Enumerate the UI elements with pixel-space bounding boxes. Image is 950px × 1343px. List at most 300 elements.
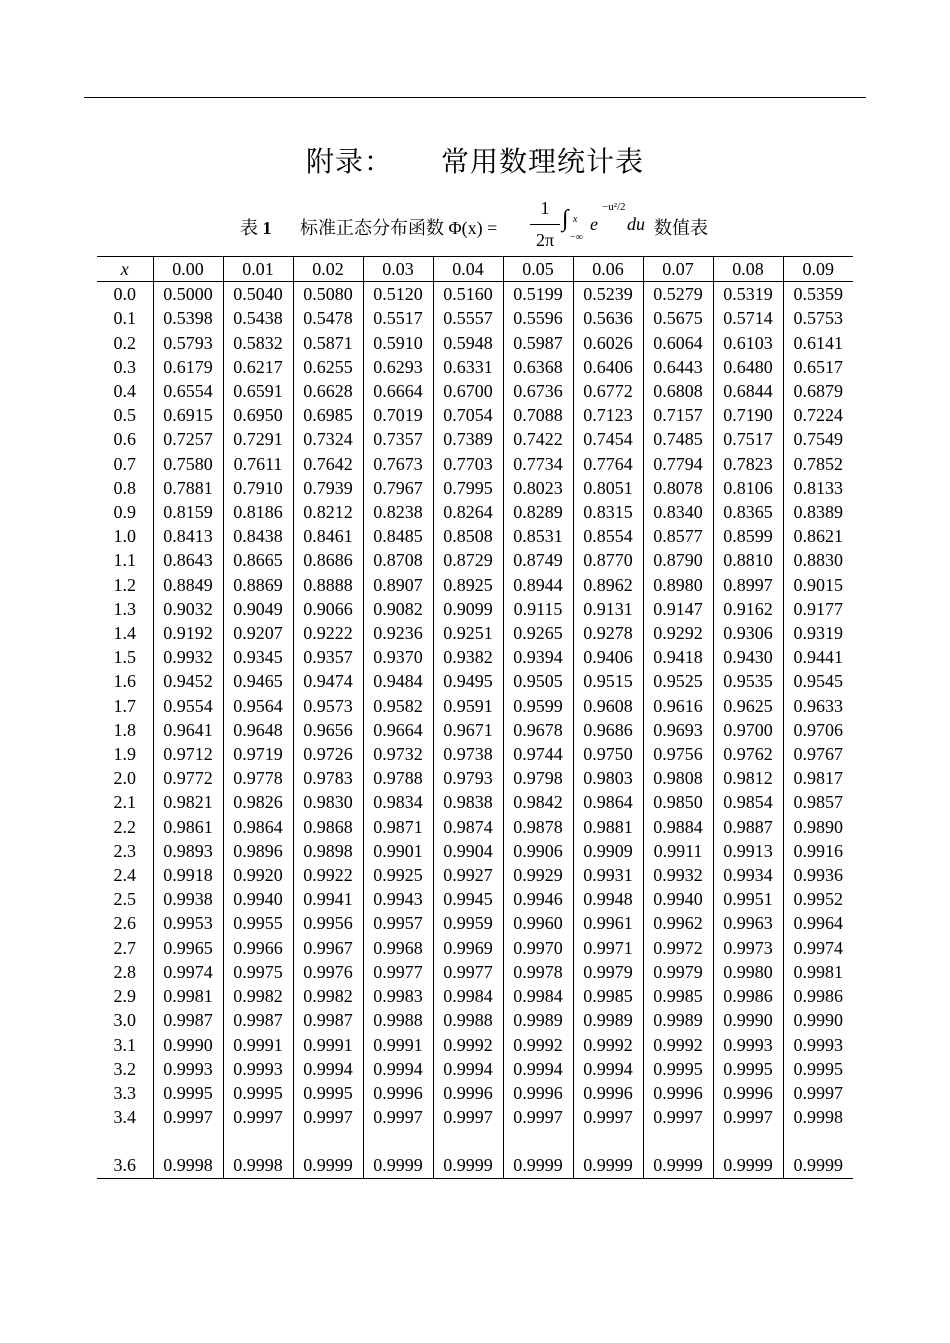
- integral-lower-limit: −∞: [570, 232, 583, 243]
- integral-upper-limit: x: [573, 214, 578, 225]
- header-cell: 0.02: [293, 257, 363, 282]
- table-cell: 0.9932: [643, 863, 713, 887]
- table-cell: 0.9975: [223, 960, 293, 984]
- table-cell: [713, 1129, 783, 1153]
- table-cell: 0.9996: [503, 1081, 573, 1105]
- table-cell: 0.5000: [153, 282, 223, 307]
- table-cell: 0.9987: [153, 1008, 223, 1032]
- table-cell: 0.8264: [433, 500, 503, 524]
- table-cell: 0.9997: [153, 1105, 223, 1129]
- row-x-value: [97, 1129, 153, 1153]
- table-cell: 0.8340: [643, 500, 713, 524]
- table-cell: 0.7389: [433, 427, 503, 451]
- table-row: [97, 282, 853, 307]
- table-cell: 0.9997: [363, 1105, 433, 1129]
- table-cell: 0.8708: [363, 548, 433, 572]
- table-cell: 0.9744: [503, 742, 573, 766]
- table-cell: 0.9762: [713, 742, 783, 766]
- table-cell: 0.9977: [363, 960, 433, 984]
- table-cell: 0.5832: [223, 331, 293, 355]
- table-cell: 0.9712: [153, 742, 223, 766]
- fraction-denominator: 2π: [535, 230, 555, 250]
- table-cell: 0.9515: [573, 669, 643, 693]
- table-cell: 0.9671: [433, 718, 503, 742]
- table-cell: 0.8770: [573, 548, 643, 572]
- table-caption: [0, 196, 950, 252]
- table-row: [97, 1129, 853, 1153]
- table-cell: 0.6808: [643, 379, 713, 403]
- table-cell: 0.6628: [293, 379, 363, 403]
- row-x-value: 1.5: [113, 647, 136, 668]
- table-cell: 0.7764: [573, 452, 643, 476]
- table-cell: 0.9838: [433, 790, 503, 814]
- table-cell: 0.9370: [363, 645, 433, 669]
- row-x-value: 2.8: [113, 961, 136, 982]
- table-cell: 0.6443: [643, 355, 713, 379]
- table-cell: 0.9864: [223, 815, 293, 839]
- table-cell: 0.9772: [153, 766, 223, 790]
- table-row: [97, 645, 853, 669]
- table-cell: 0.9976: [293, 960, 363, 984]
- table-cell: 0.6406: [573, 355, 643, 379]
- table-cell: 0.9961: [573, 911, 643, 935]
- table-cell: 0.9834: [363, 790, 433, 814]
- table-cell: 0.9992: [433, 1033, 503, 1057]
- table-row: [97, 669, 853, 693]
- table-cell: 0.9995: [643, 1057, 713, 1081]
- table-cell: 0.9452: [153, 669, 223, 693]
- table-cell: 0.9992: [503, 1033, 573, 1057]
- table-cell: 0.7549: [783, 427, 853, 451]
- table-cell: 0.9940: [643, 887, 713, 911]
- table-cell: 0.9983: [363, 984, 433, 1008]
- row-x-value: 0.9: [113, 502, 136, 523]
- table-cell: [433, 1129, 503, 1153]
- row-x-value: 0.0: [113, 284, 136, 305]
- table-cell: 0.9418: [643, 645, 713, 669]
- table-cell: 0.8962: [573, 573, 643, 597]
- table-cell: 0.5557: [433, 306, 503, 330]
- row-x-value: 2.6: [113, 913, 136, 934]
- table-cell: 0.9979: [573, 960, 643, 984]
- table-cell: 0.9997: [713, 1105, 783, 1129]
- table-row: [97, 403, 853, 427]
- table-cell: 0.9525: [643, 669, 713, 693]
- table-cell: 0.9821: [153, 790, 223, 814]
- table-cell: 0.8997: [713, 573, 783, 597]
- integral-sign: ∫: [562, 206, 569, 232]
- table-cell: 0.9973: [713, 936, 783, 960]
- table-cell: 0.9495: [433, 669, 503, 693]
- table-cell: 0.8389: [783, 500, 853, 524]
- table-cell: 0.9306: [713, 621, 783, 645]
- normal-distribution-table: [97, 256, 853, 1179]
- table-cell: 0.6772: [573, 379, 643, 403]
- table-cell: 0.8315: [573, 500, 643, 524]
- table-cell: 0.9236: [363, 621, 433, 645]
- table-cell: 0.9719: [223, 742, 293, 766]
- differential: du: [627, 214, 645, 234]
- table-cell: 0.9993: [713, 1033, 783, 1057]
- table-cell: 0.5279: [643, 282, 713, 307]
- table-cell: 0.7673: [363, 452, 433, 476]
- table-cell: 0.8749: [503, 548, 573, 572]
- row-x-value: 2.2: [113, 816, 136, 837]
- table-cell: 0.9995: [153, 1081, 223, 1105]
- table-cell: 0.8643: [153, 548, 223, 572]
- table-cell: 0.9693: [643, 718, 713, 742]
- table-cell: 0.9999: [713, 1153, 783, 1178]
- table-row: [97, 766, 853, 790]
- table-cell: 0.9842: [503, 790, 573, 814]
- table-cell: 0.9625: [713, 694, 783, 718]
- table-cell: 0.9974: [153, 960, 223, 984]
- table-cell: 0.9893: [153, 839, 223, 863]
- table-cell: 0.9995: [223, 1081, 293, 1105]
- table-cell: 0.9826: [223, 790, 293, 814]
- row-x-value: 3.3: [113, 1082, 136, 1103]
- table-cell: 0.9648: [223, 718, 293, 742]
- table-cell: 0.9382: [433, 645, 503, 669]
- table-cell: 0.9934: [713, 863, 783, 887]
- table-cell: 0.9345: [223, 645, 293, 669]
- table-cell: 0.8531: [503, 524, 573, 548]
- table-cell: 0.9278: [573, 621, 643, 645]
- table-cell: 0.5080: [293, 282, 363, 307]
- table-cell: 0.9573: [293, 694, 363, 718]
- table-cell: 0.9357: [293, 645, 363, 669]
- table-cell: 0.9978: [503, 960, 573, 984]
- table-cell: 0.6103: [713, 331, 783, 355]
- table-cell: 0.9971: [573, 936, 643, 960]
- table-cell: 0.7734: [503, 452, 573, 476]
- table-cell: 0.7794: [643, 452, 713, 476]
- table-cell: 0.9982: [223, 984, 293, 1008]
- table-cell: 0.9884: [643, 815, 713, 839]
- caption-label-prefix: 表: [240, 218, 258, 238]
- table-cell: 0.9992: [643, 1033, 713, 1057]
- row-x-value: 3.2: [113, 1058, 136, 1079]
- table-cell: 0.9788: [363, 766, 433, 790]
- table-cell: 0.9916: [783, 839, 853, 863]
- table-cell: 0.9952: [783, 887, 853, 911]
- table-cell: 0.7910: [223, 476, 293, 500]
- row-x-value: 2.9: [113, 986, 136, 1007]
- table-cell: 0.9319: [783, 621, 853, 645]
- table-cell: 0.9986: [783, 984, 853, 1008]
- table-cell: 0.8621: [783, 524, 853, 548]
- table-cell: 0.9972: [643, 936, 713, 960]
- table-cell: 0.9861: [153, 815, 223, 839]
- table-cell: 0.9066: [293, 597, 363, 621]
- table-cell: 0.9927: [433, 863, 503, 887]
- table-cell: 0.9941: [293, 887, 363, 911]
- table-cell: 0.7088: [503, 403, 573, 427]
- table-cell: 0.9484: [363, 669, 433, 693]
- table-cell: 0.9616: [643, 694, 713, 718]
- table-cell: 0.6664: [363, 379, 433, 403]
- table-cell: 0.9990: [153, 1033, 223, 1057]
- table-cell: 0.6368: [503, 355, 573, 379]
- table-cell: 0.8849: [153, 573, 223, 597]
- table-cell: 0.5239: [573, 282, 643, 307]
- table-cell: 0.9989: [503, 1008, 573, 1032]
- table-cell: 0.9545: [783, 669, 853, 693]
- table-cell: 0.9996: [363, 1081, 433, 1105]
- table-cell: 0.9505: [503, 669, 573, 693]
- table-cell: 0.9564: [223, 694, 293, 718]
- table-cell: 0.9554: [153, 694, 223, 718]
- row-x-value: 2.7: [113, 937, 136, 958]
- exponential-base: e: [590, 214, 598, 234]
- table-cell: 0.8438: [223, 524, 293, 548]
- table-cell: 0.7823: [713, 452, 783, 476]
- table-cell: [783, 1129, 853, 1153]
- table-cell: 0.5359: [783, 282, 853, 307]
- table-cell: 0.5793: [153, 331, 223, 355]
- table-cell: 0.7123: [573, 403, 643, 427]
- table-cell: 0.9995: [713, 1057, 783, 1081]
- table-cell: 0.9887: [713, 815, 783, 839]
- table-cell: 0.9878: [503, 815, 573, 839]
- table-cell: 0.9115: [503, 597, 573, 621]
- table-cell: [573, 1129, 643, 1153]
- table-cell: 0.9997: [433, 1105, 503, 1129]
- row-x-value: 0.8: [113, 477, 136, 498]
- table-row: [97, 573, 853, 597]
- table-cell: 0.8907: [363, 573, 433, 597]
- table-cell: 0.9985: [643, 984, 713, 1008]
- row-x-value: 0.6: [113, 429, 136, 450]
- table-row: [97, 936, 853, 960]
- header-cell: 0.01: [223, 257, 293, 282]
- row-x-value: 2.5: [113, 889, 136, 910]
- table-cell: 0.9925: [363, 863, 433, 887]
- table-cell: 0.8554: [573, 524, 643, 548]
- table-cell: 0.5478: [293, 306, 363, 330]
- table-cell: 0.9953: [153, 911, 223, 935]
- row-x-value: 1.4: [113, 623, 136, 644]
- table-cell: 0.9738: [433, 742, 503, 766]
- table-cell: 0.8599: [713, 524, 783, 548]
- table-cell: 0.6879: [783, 379, 853, 403]
- table-cell: 0.9222: [293, 621, 363, 645]
- table-cell: 0.8051: [573, 476, 643, 500]
- table-cell: 0.8106: [713, 476, 783, 500]
- table-cell: 0.9990: [783, 1008, 853, 1032]
- table-row: [97, 548, 853, 572]
- table-cell: 0.9974: [783, 936, 853, 960]
- table-cell: 0.9778: [223, 766, 293, 790]
- table-cell: 0.8133: [783, 476, 853, 500]
- table-cell: 0.9996: [573, 1081, 643, 1105]
- row-x-value: 1.9: [113, 744, 136, 765]
- table-cell: 0.9997: [643, 1105, 713, 1129]
- table-cell: 0.9854: [713, 790, 783, 814]
- table-cell: 0.5636: [573, 306, 643, 330]
- table-row: [97, 887, 853, 911]
- table-cell: 0.9985: [573, 984, 643, 1008]
- table-cell: 0.9406: [573, 645, 643, 669]
- table-cell: 0.8289: [503, 500, 573, 524]
- header-cell: 0.07: [643, 257, 713, 282]
- row-x-value: 2.3: [113, 840, 136, 861]
- table-cell: 0.9999: [503, 1153, 573, 1178]
- table-cell: 0.9920: [223, 863, 293, 887]
- table-cell: 0.6591: [223, 379, 293, 403]
- table-cell: 0.5517: [363, 306, 433, 330]
- table-row: [97, 500, 853, 524]
- table-cell: 0.7422: [503, 427, 573, 451]
- exponential-power: −u²/2: [602, 201, 626, 213]
- row-x-value: 0.7: [113, 453, 136, 474]
- table-cell: 0.6915: [153, 403, 223, 427]
- table-cell: 0.9999: [783, 1153, 853, 1178]
- table-cell: 0.9868: [293, 815, 363, 839]
- table-cell: 0.9936: [783, 863, 853, 887]
- table-row: [97, 1057, 853, 1081]
- table-cell: 0.9901: [363, 839, 433, 863]
- table-cell: 0.7967: [363, 476, 433, 500]
- row-x-value: 1.8: [113, 719, 136, 740]
- table-cell: 0.9998: [153, 1153, 223, 1178]
- table-cell: 0.9997: [223, 1105, 293, 1129]
- table-cell: 0.8485: [363, 524, 433, 548]
- table-cell: 0.8186: [223, 500, 293, 524]
- table-cell: 0.9830: [293, 790, 363, 814]
- table-cell: 0.9998: [223, 1153, 293, 1178]
- table-cell: 0.9874: [433, 815, 503, 839]
- table-cell: 0.9906: [503, 839, 573, 863]
- table-cell: 0.7190: [713, 403, 783, 427]
- table-cell: 0.9700: [713, 718, 783, 742]
- table-row: [97, 960, 853, 984]
- table-row: [97, 427, 853, 451]
- table-row: [97, 1105, 853, 1129]
- table-cell: 0.9955: [223, 911, 293, 935]
- header-cell: 0.04: [433, 257, 503, 282]
- table-cell: 0.9793: [433, 766, 503, 790]
- row-x-value: 2.4: [113, 865, 136, 886]
- table-cell: 0.9441: [783, 645, 853, 669]
- table-cell: 0.9871: [363, 815, 433, 839]
- table-cell: 0.7881: [153, 476, 223, 500]
- table-cell: 0.9979: [643, 960, 713, 984]
- table-cell: 0.9982: [293, 984, 363, 1008]
- table-cell: 0.8925: [433, 573, 503, 597]
- table-cell: 0.6844: [713, 379, 783, 403]
- table-cell: 0.9678: [503, 718, 573, 742]
- table-cell: 0.6736: [503, 379, 573, 403]
- table-cell: 0.9997: [573, 1105, 643, 1129]
- row-x-value: 0.4: [113, 381, 136, 402]
- caption-formula: [430, 196, 730, 252]
- table-cell: 0.9993: [783, 1033, 853, 1057]
- table-cell: 0.9922: [293, 863, 363, 887]
- header-cell: 0.03: [363, 257, 433, 282]
- table-cell: 0.7517: [713, 427, 783, 451]
- header-rule: [84, 97, 866, 98]
- row-x-value: 0.5: [113, 405, 136, 426]
- table-cell: 0.9931: [573, 863, 643, 887]
- table-cell: 0.9997: [293, 1105, 363, 1129]
- table-cell: 0.8159: [153, 500, 223, 524]
- table-cell: 0.9929: [503, 863, 573, 887]
- table-cell: 0.7054: [433, 403, 503, 427]
- table-cell: [223, 1129, 293, 1153]
- table-cell: 0.9850: [643, 790, 713, 814]
- page-title: 附录： 常用数理统计表: [305, 147, 644, 178]
- table-cell: 0.6026: [573, 331, 643, 355]
- table-cell: 0.9192: [153, 621, 223, 645]
- table-cell: 0.9996: [643, 1081, 713, 1105]
- table-cell: 0.9977: [433, 960, 503, 984]
- table-cell: 0.9599: [503, 694, 573, 718]
- table-cell: 0.5596: [503, 306, 573, 330]
- table-cell: 0.7580: [153, 452, 223, 476]
- table-cell: 0.9750: [573, 742, 643, 766]
- table-cell: 0.9783: [293, 766, 363, 790]
- formula-fraction: [530, 196, 560, 252]
- table-cell: 0.9394: [503, 645, 573, 669]
- table-row: [97, 306, 853, 330]
- table-cell: 0.6255: [293, 355, 363, 379]
- table-cell: 0.9999: [643, 1153, 713, 1178]
- table-cell: 0.7485: [643, 427, 713, 451]
- caption-phi: Φ(x) =: [448, 218, 498, 238]
- table-cell: 0.5948: [433, 331, 503, 355]
- table-cell: 0.9664: [363, 718, 433, 742]
- caption-label-number: 1: [262, 218, 272, 238]
- table-cell: 0.9767: [783, 742, 853, 766]
- table-cell: 0.9798: [503, 766, 573, 790]
- table-cell: 0.6293: [363, 355, 433, 379]
- table-cell: 0.9535: [713, 669, 783, 693]
- table-cell: 0.9965: [153, 936, 223, 960]
- table-cell: 0.9980: [713, 960, 783, 984]
- table-cell: 0.8023: [503, 476, 573, 500]
- table-cell: 0.9959: [433, 911, 503, 935]
- table-cell: 0.9756: [643, 742, 713, 766]
- table-cell: 0.9909: [573, 839, 643, 863]
- table-cell: 0.6480: [713, 355, 783, 379]
- table-cell: 0.9641: [153, 718, 223, 742]
- table-cell: 0.9656: [293, 718, 363, 742]
- table-cell: [643, 1129, 713, 1153]
- table-cell: 0.9706: [783, 718, 853, 742]
- table-cell: 0.9999: [573, 1153, 643, 1178]
- table-cell: 0.9032: [153, 597, 223, 621]
- table-cell: 0.9991: [223, 1033, 293, 1057]
- table-header-row: [97, 257, 853, 282]
- table-cell: 0.7357: [363, 427, 433, 451]
- table-cell: 0.6700: [433, 379, 503, 403]
- table-cell: 0.8413: [153, 524, 223, 548]
- table-cell: 0.8729: [433, 548, 503, 572]
- table-cell: 0.9987: [293, 1008, 363, 1032]
- table-row: [97, 331, 853, 355]
- table-cell: 0.7324: [293, 427, 363, 451]
- table-row: [97, 355, 853, 379]
- table-cell: 0.9994: [503, 1057, 573, 1081]
- table-cell: 0.9207: [223, 621, 293, 645]
- table-cell: 0.9015: [783, 573, 853, 597]
- table-cell: 0.9968: [363, 936, 433, 960]
- table-row: [97, 1153, 853, 1178]
- table-row: [97, 742, 853, 766]
- table-cell: 0.9957: [363, 911, 433, 935]
- table-row: [97, 452, 853, 476]
